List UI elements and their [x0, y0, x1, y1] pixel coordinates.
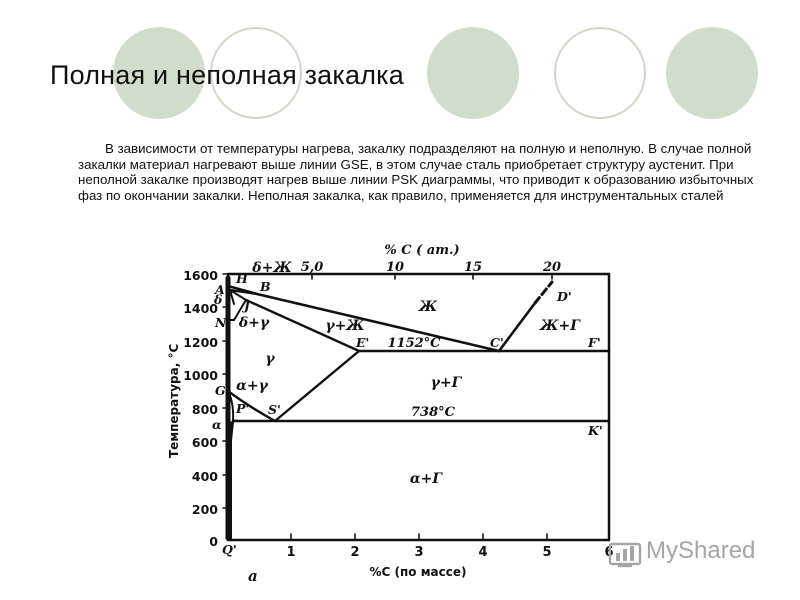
point-label-n: N — [215, 315, 227, 330]
watermark — [608, 535, 778, 571]
x-tick-label: 3 — [414, 545, 424, 560]
top-tick-label: 10 — [385, 260, 405, 275]
slide-body-text — [78, 141, 768, 203]
y-axis-label: Температура, °С — [167, 343, 181, 458]
x-tick-label: 2 — [350, 545, 360, 560]
liquidus-dashed-line — [535, 282, 552, 303]
top-axis-label: % С ( ат.) — [384, 243, 460, 258]
phase-label-delta-liquid: δ+Ж — [252, 260, 292, 276]
fe-c-phase-diagram — [160, 238, 630, 586]
decor-circle-4 — [554, 27, 646, 119]
point-label-g: G — [215, 383, 226, 398]
point-label-f: F' — [588, 335, 601, 350]
point-label-c: C' — [490, 335, 504, 350]
point-label-b: B — [260, 279, 271, 294]
phase-label-gamma: γ — [265, 351, 275, 367]
top-tick-label: 5,0 — [300, 260, 324, 275]
point-label-j: J — [244, 298, 250, 313]
top-tick-label: 15 — [463, 260, 483, 275]
y-tick-label: 1200 — [183, 335, 218, 350]
liquidus-graphite-line — [499, 303, 535, 351]
decor-circle-3 — [427, 27, 519, 119]
point-label-s: S' — [268, 402, 281, 417]
watermark-text: MyShared — [646, 537, 756, 564]
y-tick-label: 400 — [191, 469, 218, 484]
point-label-k: K' — [588, 423, 603, 438]
eutectoid-temp-label: 738°С — [411, 405, 455, 420]
y-tick-label: 800 — [191, 402, 218, 417]
x-tick-label: 6 — [604, 545, 614, 560]
figure-letter: а — [248, 567, 258, 585]
top-tick-label: 20 — [542, 260, 562, 275]
point-label-p: P' — [236, 401, 250, 416]
phase-label-alpha-gamma: α+γ — [236, 378, 268, 394]
acm-line — [275, 351, 359, 421]
phase-label-liquid: Ж — [418, 299, 438, 315]
eutectic-temp-label: 1152°С — [387, 336, 441, 351]
point-label-delta: δ — [214, 292, 223, 307]
watermark-logo-icon — [608, 536, 642, 570]
point-label-a: A — [215, 282, 225, 297]
point-label-e: E' — [356, 335, 370, 350]
phase-label-liquid-graphite: Ж+Г — [540, 318, 580, 334]
x-axis-label: %С (по массе) — [369, 565, 467, 579]
phase-label-alpha-graphite: α+Г — [409, 471, 443, 487]
y-tick-label: 200 — [191, 502, 218, 517]
phase-label-gamma-graphite: γ+Г — [430, 375, 462, 391]
phase-label-delta-gamma: δ+γ — [238, 315, 270, 331]
x-tick-label: 5 — [542, 545, 552, 560]
slide-title: Полная и неполная закалка — [50, 60, 404, 90]
point-label-d: D' — [557, 289, 572, 304]
y-tick-label: 600 — [191, 435, 218, 450]
point-label-h: H — [236, 271, 248, 286]
phase-label-gamma-liquid: γ+Ж — [325, 318, 365, 334]
y-tick-label: 1000 — [183, 368, 218, 383]
decor-circle-5 — [666, 27, 758, 119]
body-paragraph: В зависимости от температуры нагрева, закалку подразделяют на полную и неполную. В случае полной закалки материал нагревают выше линии GSE, в этом случае сталь приобретает структуру аустенит. При неполной закалке производят нагрев выше линии PSK диаграммы, что приводит к образованию избыточных фаз по окончании закалки. Неполная закалка, как правило, применяется для инструментальных сталей — [78, 141, 754, 203]
x-tick-label: 1 — [286, 545, 296, 560]
point-label-alpha: α — [212, 417, 222, 432]
y-tick-label: 1400 — [183, 301, 218, 316]
x-tick-label: 4 — [478, 545, 488, 560]
y-tick-label: 0 — [209, 534, 218, 549]
y-tick-label: 1600 — [183, 268, 218, 283]
point-label-q: Q' — [222, 542, 237, 557]
